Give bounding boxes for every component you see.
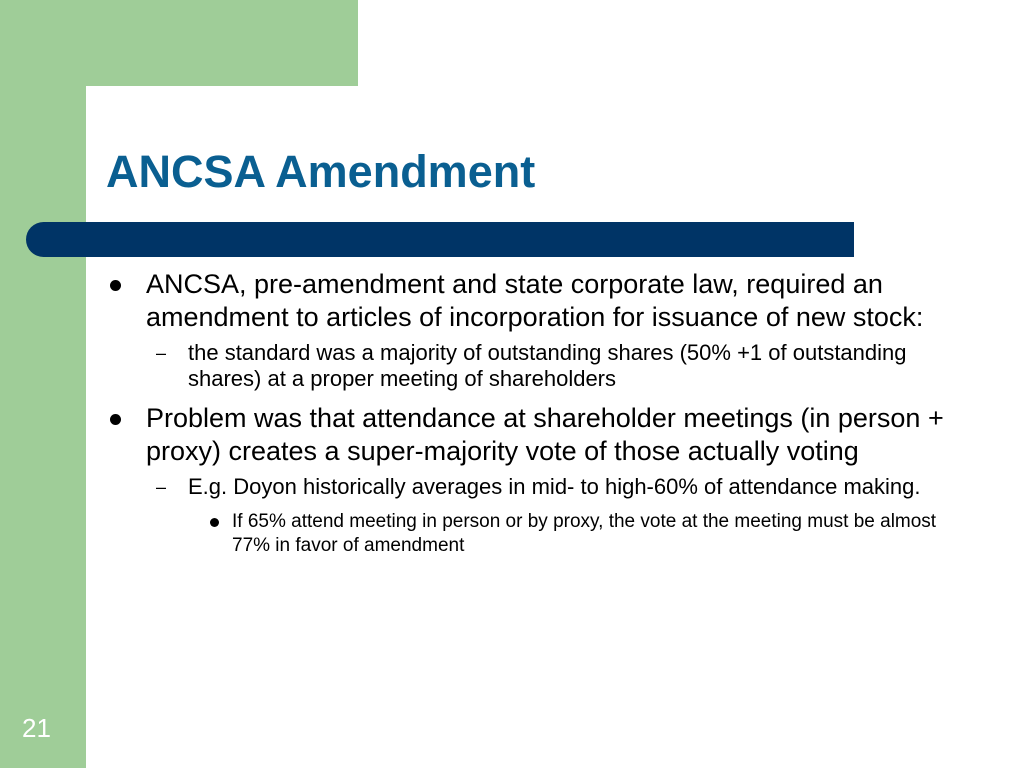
bullet-item-1 (106, 268, 946, 334)
slide-number: 21 (22, 713, 51, 743)
dash-marker: – (156, 343, 167, 363)
sub-item-2-1-text: E.g. Doyon historically averages in mid- to high-60% of attendance making. (188, 474, 921, 499)
title-underline-bar (26, 222, 854, 257)
sub-sub-item-2-1-1 (106, 510, 946, 558)
bullet-dot-icon (110, 414, 121, 425)
bullet-dot-icon (110, 280, 121, 291)
bullet-dot-icon (210, 518, 219, 527)
sub-sub-item-2-1-1-text: If 65% attend meeting in person or by proxy, the vote at the meeting must be almost 77% in favor of amendment (232, 511, 937, 556)
sub-item-2-1 (106, 474, 946, 500)
slide-title: ANCSA Amendment (106, 146, 536, 197)
bullet-item-2 (106, 402, 946, 468)
dash-marker: – (156, 477, 167, 497)
slide-body (106, 268, 946, 558)
bullet-item-2-text: Problem was that attendance at shareholder meetings (in person + proxy) creates a super-majority vote of those actually voting (146, 403, 944, 466)
sub-item-1-1-text: the standard was a majority of outstanding shares (50% +1 of outstanding shares) at a proper meeting of shareholders (188, 340, 907, 391)
green-frame-left (0, 0, 86, 768)
bullet-item-1-text: ANCSA, pre-amendment and state corporate law, required an amendment to articles of incorporation for issuance of new stock: (146, 269, 924, 332)
sub-item-1-1 (106, 340, 946, 392)
